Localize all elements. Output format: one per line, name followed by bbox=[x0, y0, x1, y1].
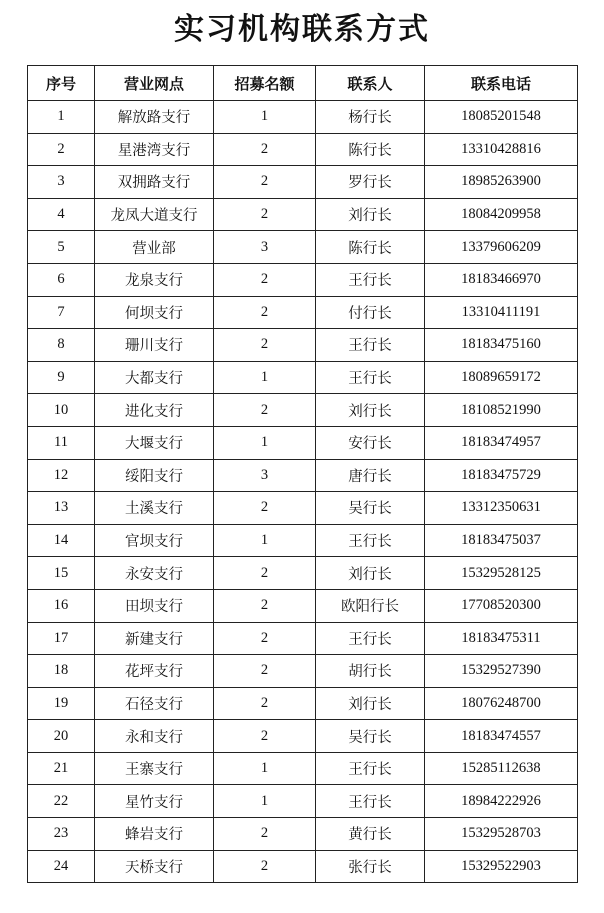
cell-contact: 刘行长 bbox=[316, 687, 425, 720]
table-row bbox=[28, 329, 578, 362]
header-quota: 招募名额 bbox=[214, 66, 316, 101]
cell-quota: 2 bbox=[214, 166, 316, 199]
cell-phone: 13379606209 bbox=[425, 231, 578, 264]
cell-branch: 永和支行 bbox=[95, 720, 214, 753]
cell-phone: 18183474957 bbox=[425, 426, 578, 459]
cell-branch: 新建支行 bbox=[95, 622, 214, 655]
cell-branch: 大都支行 bbox=[95, 361, 214, 394]
cell-index: 10 bbox=[28, 394, 95, 427]
header-phone: 联系电话 bbox=[425, 66, 578, 101]
table-row bbox=[28, 655, 578, 688]
table-row bbox=[28, 850, 578, 883]
cell-quota: 1 bbox=[214, 785, 316, 818]
cell-contact: 刘行长 bbox=[316, 394, 425, 427]
cell-index: 1 bbox=[28, 101, 95, 134]
cell-phone: 13310428816 bbox=[425, 133, 578, 166]
cell-quota: 3 bbox=[214, 459, 316, 492]
cell-contact: 张行长 bbox=[316, 850, 425, 883]
header-row bbox=[28, 66, 578, 101]
cell-index: 19 bbox=[28, 687, 95, 720]
cell-phone: 18183466970 bbox=[425, 263, 578, 296]
table-row bbox=[28, 133, 578, 166]
cell-index: 4 bbox=[28, 198, 95, 231]
cell-quota: 3 bbox=[214, 231, 316, 264]
cell-branch: 营业部 bbox=[95, 231, 214, 264]
contact-table bbox=[27, 65, 578, 883]
cell-quota: 1 bbox=[214, 101, 316, 134]
cell-index: 18 bbox=[28, 655, 95, 688]
cell-quota: 2 bbox=[214, 622, 316, 655]
table-row bbox=[28, 818, 578, 851]
cell-contact: 王行长 bbox=[316, 361, 425, 394]
cell-contact: 陈行长 bbox=[316, 231, 425, 264]
table-row bbox=[28, 426, 578, 459]
table-row bbox=[28, 394, 578, 427]
cell-quota: 2 bbox=[214, 655, 316, 688]
cell-phone: 18183475160 bbox=[425, 329, 578, 362]
cell-branch: 龙泉支行 bbox=[95, 263, 214, 296]
cell-index: 17 bbox=[28, 622, 95, 655]
cell-index: 24 bbox=[28, 850, 95, 883]
cell-index: 16 bbox=[28, 589, 95, 622]
cell-contact: 吴行长 bbox=[316, 492, 425, 525]
cell-index: 21 bbox=[28, 752, 95, 785]
cell-contact: 胡行长 bbox=[316, 655, 425, 688]
table-row bbox=[28, 524, 578, 557]
cell-quota: 1 bbox=[214, 361, 316, 394]
table-row bbox=[28, 687, 578, 720]
cell-branch: 天桥支行 bbox=[95, 850, 214, 883]
cell-branch: 双拥路支行 bbox=[95, 166, 214, 199]
cell-branch: 星港湾支行 bbox=[95, 133, 214, 166]
cell-branch: 田坝支行 bbox=[95, 589, 214, 622]
cell-phone: 18183475037 bbox=[425, 524, 578, 557]
table-row bbox=[28, 589, 578, 622]
cell-phone: 18183474557 bbox=[425, 720, 578, 753]
cell-phone: 13312350631 bbox=[425, 492, 578, 525]
cell-quota: 2 bbox=[214, 329, 316, 362]
cell-index: 5 bbox=[28, 231, 95, 264]
cell-quota: 2 bbox=[214, 557, 316, 590]
cell-index: 15 bbox=[28, 557, 95, 590]
cell-branch: 花坪支行 bbox=[95, 655, 214, 688]
cell-contact: 王行长 bbox=[316, 329, 425, 362]
cell-quota: 2 bbox=[214, 850, 316, 883]
cell-contact: 唐行长 bbox=[316, 459, 425, 492]
table-row bbox=[28, 785, 578, 818]
cell-index: 7 bbox=[28, 296, 95, 329]
cell-branch: 永安支行 bbox=[95, 557, 214, 590]
cell-quota: 2 bbox=[214, 818, 316, 851]
cell-contact: 杨行长 bbox=[316, 101, 425, 134]
table-row bbox=[28, 231, 578, 264]
cell-quota: 2 bbox=[214, 589, 316, 622]
table-row bbox=[28, 198, 578, 231]
cell-quota: 2 bbox=[214, 263, 316, 296]
cell-index: 8 bbox=[28, 329, 95, 362]
cell-branch: 石径支行 bbox=[95, 687, 214, 720]
cell-branch: 珊川支行 bbox=[95, 329, 214, 362]
cell-phone: 18985263900 bbox=[425, 166, 578, 199]
cell-index: 22 bbox=[28, 785, 95, 818]
cell-phone: 18084209958 bbox=[425, 198, 578, 231]
table-row bbox=[28, 296, 578, 329]
cell-contact: 陈行长 bbox=[316, 133, 425, 166]
cell-phone: 18183475729 bbox=[425, 459, 578, 492]
cell-branch: 大堰支行 bbox=[95, 426, 214, 459]
cell-branch: 星竹支行 bbox=[95, 785, 214, 818]
table-row bbox=[28, 720, 578, 753]
cell-branch: 龙凤大道支行 bbox=[95, 198, 214, 231]
table-row bbox=[28, 101, 578, 134]
cell-contact: 王行长 bbox=[316, 622, 425, 655]
cell-branch: 官坝支行 bbox=[95, 524, 214, 557]
cell-index: 12 bbox=[28, 459, 95, 492]
cell-quota: 1 bbox=[214, 426, 316, 459]
cell-contact: 安行长 bbox=[316, 426, 425, 459]
table-row bbox=[28, 557, 578, 590]
table-row bbox=[28, 492, 578, 525]
table-row bbox=[28, 361, 578, 394]
header-contact: 联系人 bbox=[316, 66, 425, 101]
cell-index: 14 bbox=[28, 524, 95, 557]
cell-quota: 2 bbox=[214, 687, 316, 720]
cell-quota: 1 bbox=[214, 752, 316, 785]
table-row bbox=[28, 622, 578, 655]
cell-branch: 王寨支行 bbox=[95, 752, 214, 785]
cell-quota: 2 bbox=[214, 492, 316, 525]
header-index: 序号 bbox=[28, 66, 95, 101]
cell-branch: 进化支行 bbox=[95, 394, 214, 427]
cell-quota: 2 bbox=[214, 296, 316, 329]
cell-phone: 17708520300 bbox=[425, 589, 578, 622]
cell-contact: 刘行长 bbox=[316, 557, 425, 590]
cell-index: 20 bbox=[28, 720, 95, 753]
table-row bbox=[28, 459, 578, 492]
cell-branch: 蜂岩支行 bbox=[95, 818, 214, 851]
cell-branch: 绥阳支行 bbox=[95, 459, 214, 492]
table-row bbox=[28, 263, 578, 296]
cell-contact: 欧阳行长 bbox=[316, 589, 425, 622]
cell-phone: 18085201548 bbox=[425, 101, 578, 134]
cell-quota: 2 bbox=[214, 394, 316, 427]
cell-quota: 2 bbox=[214, 720, 316, 753]
table-row bbox=[28, 752, 578, 785]
cell-phone: 15329528125 bbox=[425, 557, 578, 590]
cell-phone: 15329528703 bbox=[425, 818, 578, 851]
cell-contact: 黄行长 bbox=[316, 818, 425, 851]
header-branch: 营业网点 bbox=[95, 66, 214, 101]
cell-index: 2 bbox=[28, 133, 95, 166]
cell-index: 23 bbox=[28, 818, 95, 851]
cell-contact: 王行长 bbox=[316, 785, 425, 818]
cell-phone: 18108521990 bbox=[425, 394, 578, 427]
cell-phone: 13310411191 bbox=[425, 296, 578, 329]
cell-contact: 吴行长 bbox=[316, 720, 425, 753]
cell-phone: 18984222926 bbox=[425, 785, 578, 818]
cell-branch: 何坝支行 bbox=[95, 296, 214, 329]
cell-index: 11 bbox=[28, 426, 95, 459]
table-row bbox=[28, 166, 578, 199]
cell-contact: 罗行长 bbox=[316, 166, 425, 199]
cell-index: 3 bbox=[28, 166, 95, 199]
cell-phone: 18183475311 bbox=[425, 622, 578, 655]
cell-branch: 解放路支行 bbox=[95, 101, 214, 134]
cell-phone: 18076248700 bbox=[425, 687, 578, 720]
cell-quota: 2 bbox=[214, 133, 316, 166]
cell-index: 6 bbox=[28, 263, 95, 296]
cell-contact: 王行长 bbox=[316, 263, 425, 296]
cell-contact: 王行长 bbox=[316, 752, 425, 785]
cell-branch: 土溪支行 bbox=[95, 492, 214, 525]
cell-index: 9 bbox=[28, 361, 95, 394]
cell-index: 13 bbox=[28, 492, 95, 525]
cell-contact: 付行长 bbox=[316, 296, 425, 329]
page-title: 实习机构联系方式 bbox=[174, 12, 430, 47]
cell-contact: 刘行长 bbox=[316, 198, 425, 231]
cell-phone: 15285112638 bbox=[425, 752, 578, 785]
cell-quota: 2 bbox=[214, 198, 316, 231]
cell-phone: 18089659172 bbox=[425, 361, 578, 394]
cell-phone: 15329527390 bbox=[425, 655, 578, 688]
cell-contact: 王行长 bbox=[316, 524, 425, 557]
cell-quota: 1 bbox=[214, 524, 316, 557]
table-body bbox=[28, 101, 578, 883]
cell-phone: 15329522903 bbox=[425, 850, 578, 883]
